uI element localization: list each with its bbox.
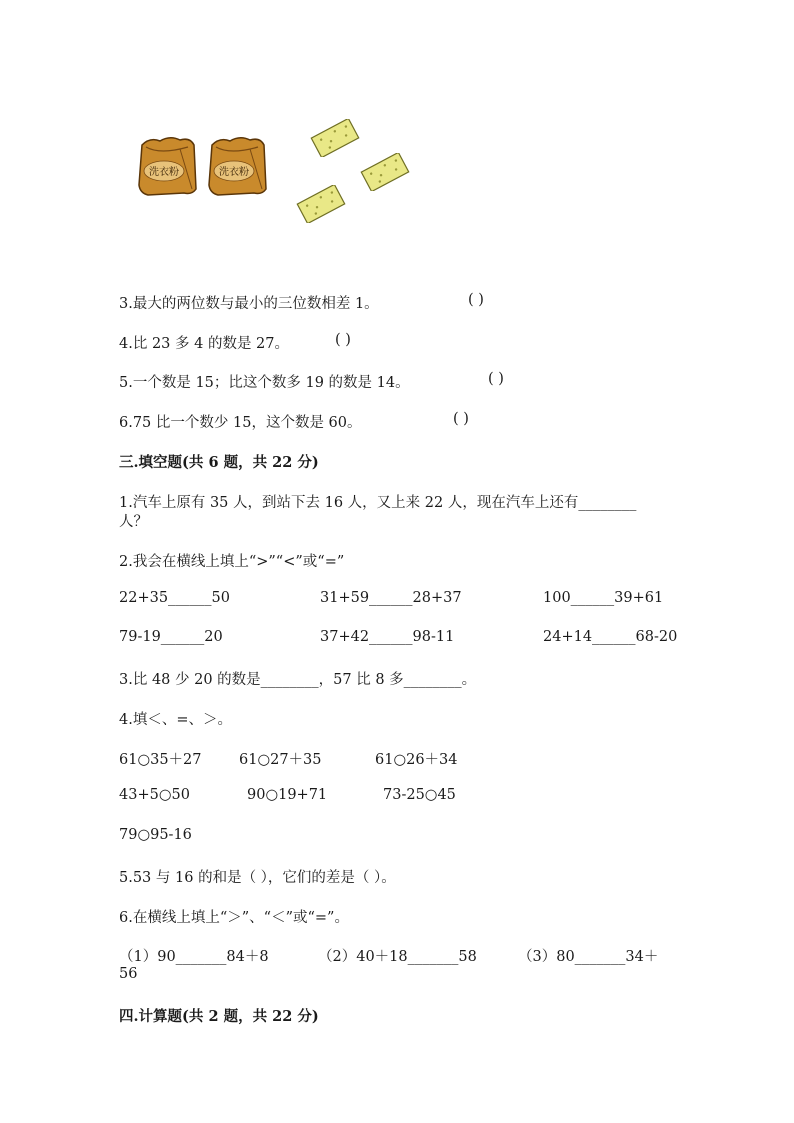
circle-compare-expr[interactable]: 90○19+71 xyxy=(247,787,328,803)
compare-expr[interactable]: 24+14______68-20 xyxy=(543,629,678,645)
bag-label: 洗衣粉 xyxy=(149,167,179,178)
circle-compare-expr[interactable]: 61○27＋35 xyxy=(239,752,322,768)
answer-paren-4[interactable]: ( ) xyxy=(335,332,351,348)
soap-bar-3 xyxy=(294,185,348,223)
circle-compare-expr[interactable]: 79○95-16 xyxy=(119,827,192,843)
soap-bar-2 xyxy=(358,153,412,191)
answer-paren-3[interactable]: ( ) xyxy=(468,292,484,308)
answer-paren-6[interactable]: ( ) xyxy=(453,411,469,427)
answer-paren-5[interactable]: ( ) xyxy=(488,371,504,387)
fill-q6-item-1[interactable]: （1）90_______84＋8 xyxy=(119,949,269,965)
fill-q1-line2: 人？ xyxy=(119,514,148,530)
fill-q6-item-2[interactable]: （2）40＋18_______58 xyxy=(318,949,477,965)
soap-bar-1 xyxy=(308,119,362,157)
fill-q5: 5.53 与 16 的和是（ ），它们的差是（ ）。 xyxy=(119,870,396,886)
detergent-bag-2 xyxy=(206,135,268,197)
judgement-item-6: 6.75 比一个数少 15，这个数是 60。 xyxy=(119,415,362,431)
fill-q4-prompt: 4.填＜、=、＞。 xyxy=(119,712,232,728)
circle-compare-expr[interactable]: 61○26＋34 xyxy=(375,752,458,768)
detergent-bag-1 xyxy=(136,135,198,197)
compare-expr[interactable]: 31+59______28+37 xyxy=(320,590,462,606)
fill-q3: 3.比 48 少 20 的数是________，57 比 8 多________。 xyxy=(119,672,477,688)
fill-q6-wrap: 56 xyxy=(119,966,138,982)
compare-expr[interactable]: 100______39+61 xyxy=(543,590,664,606)
judgement-item-5: 5.一个数是 15；比这个数多 19 的数是 14。 xyxy=(119,375,410,391)
compare-expr[interactable]: 37+42______98-11 xyxy=(320,629,455,645)
judgement-item-3: 3.最大的两位数与最小的三位数相差 1。 xyxy=(119,296,379,312)
judgement-item-4: 4.比 23 多 4 的数是 27。 xyxy=(119,336,290,352)
bag-label: 洗衣粉 xyxy=(219,167,249,178)
fill-q6-prompt: 6.在横线上填上“＞”、“＜”或“=”。 xyxy=(119,910,349,926)
circle-compare-expr[interactable]: 43+5○50 xyxy=(119,787,190,803)
circle-compare-expr[interactable]: 61○35＋27 xyxy=(119,752,202,768)
section-title-fill-blank: 三.填空题(共 6 题，共 22 分) xyxy=(119,454,319,471)
compare-expr[interactable]: 79-19______20 xyxy=(119,629,223,645)
compare-expr[interactable]: 22+35______50 xyxy=(119,590,231,606)
fill-q6-item-3[interactable]: （3）80_______34＋ xyxy=(518,949,659,965)
fill-q1-line1: 1.汽车上原有 35 人，到站下去 16 人，又上来 22 人，现在汽车上还有________ xyxy=(119,495,637,511)
circle-compare-expr[interactable]: 73-25○45 xyxy=(383,787,456,803)
detergent-soap-illustration xyxy=(130,105,430,240)
section-title-calculation: 四.计算题(共 2 题，共 22 分) xyxy=(119,1008,319,1025)
fill-q2-prompt: 2.我会在横线上填上“>”“<”或“=” xyxy=(119,554,345,570)
